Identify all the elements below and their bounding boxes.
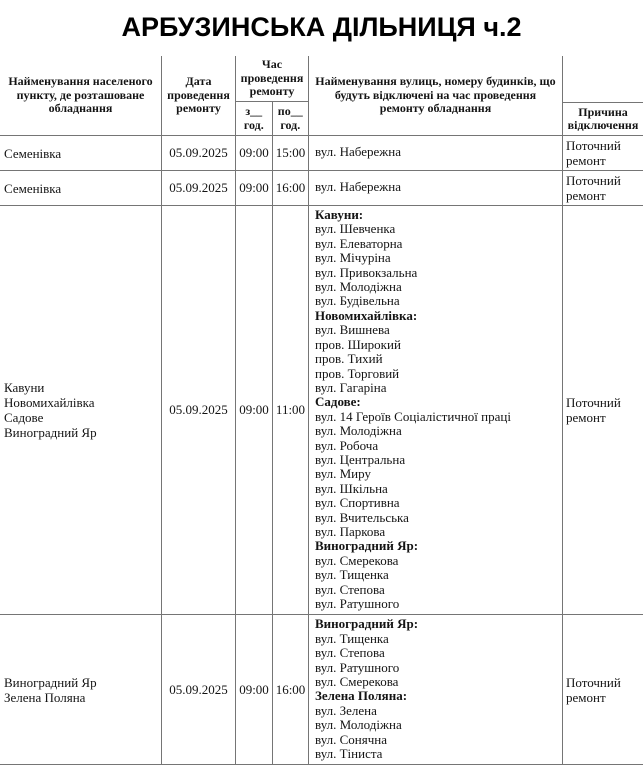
outage-table (0, 56, 643, 765)
settlement-cell (0, 171, 162, 205)
date-cell: 05.09.2025 (162, 206, 236, 614)
header-row (0, 56, 643, 135)
header-time: Час проведення ремонту (236, 56, 308, 102)
street-line: вул. Молодіжна (315, 423, 402, 439)
street-line: вул. Мічуріна (315, 250, 391, 266)
header-time-group (236, 56, 309, 135)
settlement-line: Садове (4, 410, 44, 426)
time-to-cell: 11:00 (273, 206, 309, 614)
settlement-line: Кавуни (4, 380, 45, 396)
settlement-line: Виноградний Яр (4, 674, 97, 690)
time-to-cell: 16:00 (273, 171, 309, 205)
time-from-cell: 09:00 (236, 136, 273, 170)
header-time-from: з__ год. (236, 102, 273, 135)
date-cell: 05.09.2025 (162, 136, 236, 170)
settlement-line: Семенівка (4, 180, 62, 196)
street-line: вул. Степова (315, 645, 385, 661)
settlement-line: Новомихайлівка (4, 395, 95, 411)
street-line: вул. Гагаріна (315, 379, 387, 395)
street-line: Новомихайлівка: (315, 307, 418, 323)
reason-cell: Поточний ремонт (566, 138, 621, 169)
street-line: вул. Тищенка (315, 567, 389, 583)
street-line: вул. Ратушного (315, 659, 400, 675)
streets-cell (309, 136, 563, 170)
street-line: вул. Привокзальна (315, 264, 418, 280)
table-row (0, 170, 643, 205)
street-line: Виноградний Яр: (315, 538, 419, 554)
street-line: вул. Молодіжна (315, 717, 402, 733)
header-date: Дата проведення ремонту (162, 56, 236, 135)
street-line: вул. Вчительська (315, 509, 409, 525)
street-line: вул. Тіниста (315, 746, 383, 762)
street-line: Виноградний Яр: (315, 616, 419, 632)
streets-cell (309, 206, 563, 614)
settlement-line: Виноградний Яр (4, 425, 97, 441)
table-row (0, 614, 643, 764)
street-line: вул. Вишнева (315, 322, 390, 338)
street-line: вул. Шевченка (315, 221, 396, 237)
table-row (0, 135, 643, 170)
street-line: вул. Спортивна (315, 495, 400, 511)
street-line: вул. Паркова (315, 523, 386, 539)
street-line: вул. Набережна (315, 144, 401, 160)
street-line: пров. Широкий (315, 336, 401, 352)
reason-cell: Поточний ремонт (566, 395, 621, 426)
streets-cell (309, 171, 563, 205)
street-line: пров. Торговий (315, 365, 400, 381)
header-settlement: Найменування населеного пункту, де розташоване обладнання (0, 56, 162, 135)
time-to-cell: 15:00 (273, 136, 309, 170)
settlement-cell (0, 206, 162, 614)
street-line: вул. Молодіжна (315, 279, 402, 295)
street-line: вул. Степова (315, 581, 385, 597)
street-line: вул. Зелена (315, 702, 377, 718)
street-line: вул. Робоча (315, 437, 379, 453)
header-reason-group (563, 56, 643, 135)
reason-cell: Поточний ремонт (566, 173, 621, 204)
time-from-cell: 09:00 (236, 206, 273, 614)
street-line: вул. Елеваторна (315, 235, 403, 251)
street-line: Зелена Поляна: (315, 688, 408, 704)
street-line: Кавуни: (315, 207, 364, 223)
date-cell: 05.09.2025 (162, 615, 236, 764)
street-line: вул. 14 Героїв Соціалістичної праці (315, 408, 511, 424)
street-line: вул. Тищенка (315, 630, 389, 646)
street-line: вул. Смерекова (315, 674, 399, 690)
time-from-cell: 09:00 (236, 171, 273, 205)
settlement-line: Зелена Поляна (4, 689, 86, 705)
header-reason: Причина відключення (563, 102, 643, 135)
street-line: вул. Центральна (315, 451, 406, 467)
page-title: АРБУЗИНСЬКА ДІЛЬНИЦЯ ч.2 (121, 12, 522, 42)
time-from-cell: 09:00 (236, 615, 273, 764)
header-streets: Найменування вулиць, номеру будинків, що будуть відключені на час проведення ремонту обладнання (309, 56, 563, 135)
reason-cell: Поточний ремонт (566, 674, 621, 705)
street-line: вул. Сонячна (315, 731, 387, 747)
street-line: вул. Шкільна (315, 480, 388, 496)
street-line: вул. Ратушного (315, 596, 400, 612)
settlement-line: Семенівка (4, 145, 62, 161)
table-body (0, 135, 643, 764)
table-row (0, 205, 643, 614)
settlement-cell (0, 615, 162, 764)
street-line: пров. Тихий (315, 351, 383, 367)
street-line: вул. Будівельна (315, 293, 400, 309)
street-line: вул. Смерекова (315, 552, 399, 568)
street-line: вул. Миру (315, 466, 371, 482)
header-time-to: по__ год. (277, 104, 303, 132)
reason-header-spacer (563, 56, 643, 102)
header-time-subrow (236, 102, 308, 135)
street-line: Садове: (315, 394, 361, 410)
date-cell: 05.09.2025 (162, 171, 236, 205)
street-line: вул. Набережна (315, 179, 401, 195)
settlement-cell (0, 136, 162, 170)
streets-cell (309, 615, 563, 764)
time-to-cell: 16:00 (273, 615, 309, 764)
